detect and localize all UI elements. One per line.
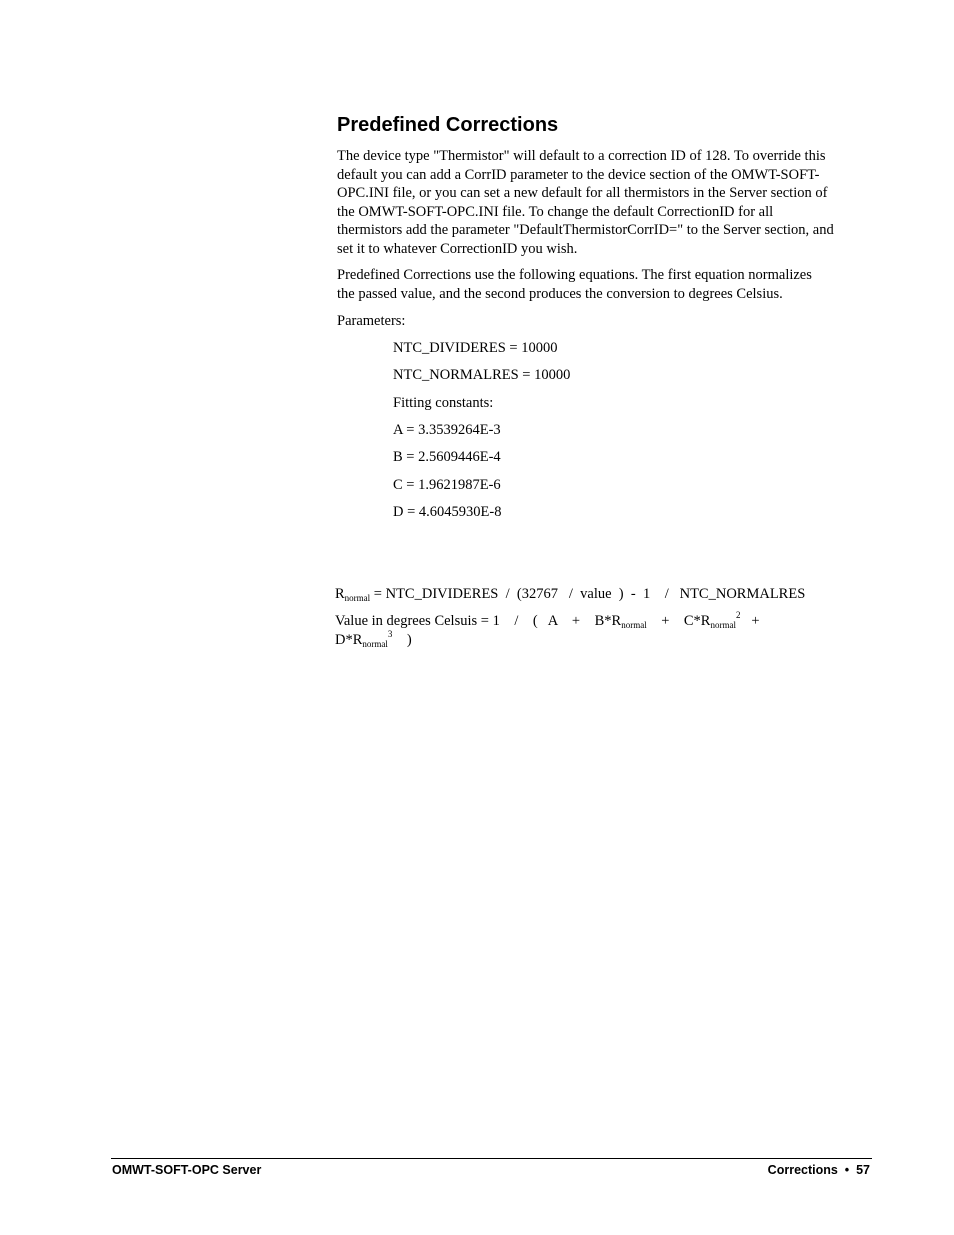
- eq3-start: D*R: [335, 632, 363, 648]
- eq1-expression: = NTC_DIVIDERES / (32767 / value ) - 1 / NTC_NORMALRES: [370, 586, 806, 602]
- eq1-normal-subscript: normal: [344, 593, 371, 603]
- eq3-normal-subscript: normal: [362, 639, 388, 649]
- celsius-equation-line2: [335, 631, 412, 649]
- eq2-start: Value in degrees Celsuis = 1 / ( A + B*R: [335, 613, 622, 629]
- eq2-plus: +: [740, 613, 760, 629]
- constant-c: C = 1.9621987E-6: [393, 477, 501, 493]
- eq3-cube-exponent: 3: [387, 629, 393, 639]
- param-divideres: NTC_DIVIDERES = 10000: [393, 340, 558, 356]
- constant-b: B = 2.5609446E-4: [393, 449, 501, 465]
- constant-a: A = 3.3539264E-3: [393, 422, 501, 438]
- eq2-square-exponent: 2: [735, 610, 741, 620]
- equations-paragraph: Predefined Corrections use the following equations. The first equation normalizes the passed value, and the second produces the conversion to degrees Celsius.: [337, 267, 812, 302]
- eq3-end: ): [392, 632, 412, 648]
- normalization-equation: [335, 585, 805, 603]
- footer-product-name: OMWT-SOFT-OPC Server: [112, 1163, 262, 1177]
- eq2-mid: + C*R: [646, 613, 711, 629]
- parameters-label: Parameters:: [337, 313, 406, 329]
- constant-d: D = 4.6045930E-8: [393, 504, 502, 520]
- intro-paragraph: The device type "Thermistor" will default to a correction ID of 128. To override this default you can add a CorrID parameter to the device section of the OMWT-SOFT- OPC.INI file, or you can set a new default for all thermistors in the Server section of the OMWT-SOFT-OPC.INI file. To change the default CorrectionID for all thermistors add the parameter "DefaultThermistorCorrID=" to the Server section, and set it to whatever CorrectionID you wish.: [337, 148, 834, 257]
- eq2-normal-subscript-c: normal: [710, 620, 736, 630]
- fitting-constants-label: Fitting constants:: [393, 395, 494, 411]
- eq2-normal-subscript-b: normal: [621, 620, 647, 630]
- param-normalres: NTC_NORMALRES = 10000: [393, 367, 571, 383]
- eq1-r: R: [335, 586, 345, 602]
- footer-page-info: Corrections • 57: [767, 1163, 870, 1177]
- footer-divider: [111, 1158, 872, 1159]
- celsius-equation-line1: [335, 612, 760, 630]
- section-title: Predefined Corrections: [337, 114, 559, 136]
